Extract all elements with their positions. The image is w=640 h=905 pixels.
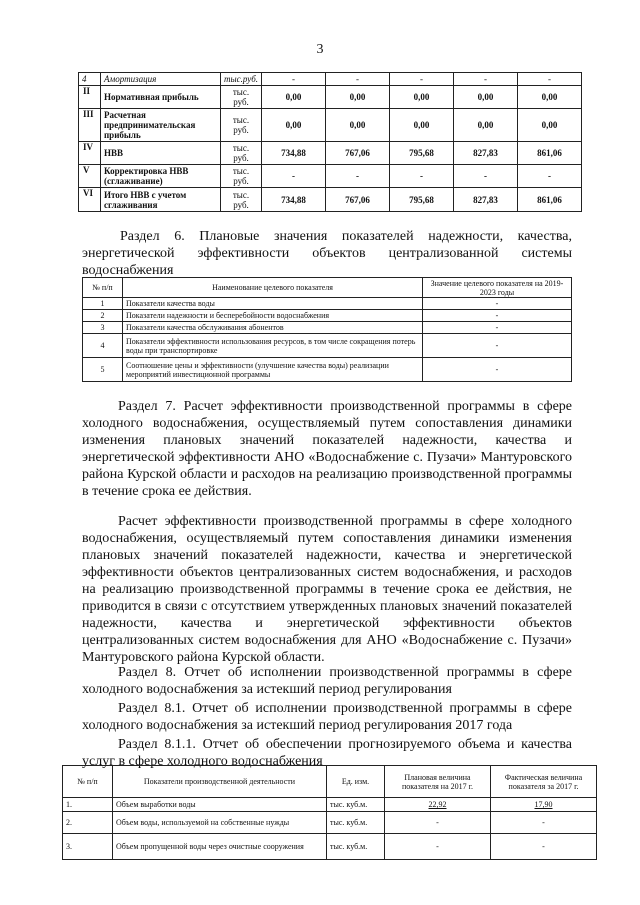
cell-value: - bbox=[326, 73, 390, 86]
cell-value: 0,00 bbox=[326, 86, 390, 109]
row-number: 1 bbox=[83, 298, 123, 310]
table-row bbox=[63, 798, 597, 812]
row-number: 1. bbox=[63, 798, 113, 812]
row-name: Показатели качества воды bbox=[123, 298, 423, 310]
row-value: - bbox=[423, 358, 572, 382]
cell-value: 734,88 bbox=[262, 188, 326, 212]
cell-value: - bbox=[518, 73, 582, 86]
cell-value: - bbox=[326, 165, 390, 188]
cell-value: 0,00 bbox=[518, 86, 582, 109]
col-header: Наименование целевого показателя bbox=[123, 278, 423, 298]
cell-value: 795,68 bbox=[390, 142, 454, 165]
row-number: V bbox=[79, 165, 101, 188]
row-number: II bbox=[79, 86, 101, 109]
row-value: - bbox=[423, 310, 572, 322]
section6-heading: Раздел 6. Плановые значения показателей надежности, качества, энергетической эффективности объектов централизованной системы водоснабжения bbox=[82, 229, 572, 278]
row-unit: тыс. руб. bbox=[221, 86, 262, 109]
section8-1-1-heading: Раздел 8.1.1. Отчет об обеспечении прогнозируемого объема и качества услуг в сфере холодного водоснабжения bbox=[82, 737, 572, 769]
cell-value: 861,06 bbox=[518, 142, 582, 165]
cell-value: 734,88 bbox=[262, 142, 326, 165]
row-unit: тыс. руб. bbox=[221, 109, 262, 142]
cell-value: 0,00 bbox=[390, 86, 454, 109]
col-header: Значение целевого показателя на 2019-2023 годы bbox=[423, 278, 572, 298]
table-row bbox=[63, 834, 597, 860]
page-number: 3 bbox=[316, 42, 324, 57]
table-row bbox=[83, 310, 572, 322]
row-unit: тыс. куб.м. bbox=[327, 834, 385, 860]
cell-value: 767,06 bbox=[326, 142, 390, 165]
row-name: Объем пропущенной воды через очистные сооружения bbox=[113, 834, 327, 860]
table-header-row bbox=[83, 278, 572, 298]
row-unit: тыс. руб. bbox=[221, 142, 262, 165]
plan-value: - bbox=[385, 812, 491, 834]
row-unit: тыс.руб. bbox=[221, 73, 262, 86]
nvv-table bbox=[78, 72, 582, 212]
row-name: Показатели эффективности использования ресурсов, в том числе сокращения потерь воды при транспортировке bbox=[123, 334, 423, 358]
plan-value: 22,92 bbox=[428, 800, 447, 809]
row-name: Амортизация bbox=[101, 73, 221, 86]
table-row bbox=[79, 165, 582, 188]
col-header: Фактическая величина показателя за 2017 г. bbox=[491, 766, 597, 798]
cell-value: - bbox=[390, 165, 454, 188]
row-number: 4 bbox=[79, 73, 101, 86]
section7-heading: Раздел 7. Расчет эффективности производственной программы в сфере холодного водоснабжения, осуществляемый путем сопоставления динамики изменения плановых значений показателей надежности, качества и энергетической эффективности АНО «Водоснабжение с. Пузачи» Мантуровского района Курской области и расходов на реализацию производственной программы в течение срока ее действия. bbox=[82, 399, 572, 499]
cell-value: - bbox=[390, 73, 454, 86]
row-value: - bbox=[423, 298, 572, 310]
plan-cell bbox=[385, 798, 491, 812]
plan-value: - bbox=[385, 834, 491, 860]
table-row bbox=[79, 73, 582, 86]
fact-value: - bbox=[491, 812, 597, 834]
row-number: III bbox=[79, 109, 101, 142]
row-unit: тыс. руб. bbox=[221, 188, 262, 212]
fact-value: 17,90 bbox=[534, 800, 553, 809]
cell-value: - bbox=[262, 165, 326, 188]
row-name: Объем воды, используемой на собственные нужды bbox=[113, 812, 327, 834]
targets-table bbox=[82, 277, 572, 382]
cell-value: 0,00 bbox=[262, 109, 326, 142]
cell-value: - bbox=[262, 73, 326, 86]
col-header: № п/п bbox=[63, 766, 113, 798]
production-report-table bbox=[62, 765, 597, 860]
col-header: Плановая величина показателя на 2017 г. bbox=[385, 766, 491, 798]
cell-value: 827,83 bbox=[454, 188, 518, 212]
row-name: Соотношение цены и эффективности (улучшение качества воды) реализации мероприятий инвестиционной программы bbox=[123, 358, 423, 382]
cell-value: 861,06 bbox=[518, 188, 582, 212]
row-number: 2. bbox=[63, 812, 113, 834]
section8-heading: Раздел 8. Отчет об исполнении производственной программы в сфере холодного водоснабжения за истекший период регулирования bbox=[82, 665, 572, 697]
row-name: Показатели качества обслуживания абонентов bbox=[123, 322, 423, 334]
cell-value: 0,00 bbox=[326, 109, 390, 142]
col-header: Показатели производственной деятельности bbox=[113, 766, 327, 798]
cell-value: 827,83 bbox=[454, 142, 518, 165]
section8-1-heading: Раздел 8.1. Отчет об исполнении производственной программы в сфере холодного водоснабжения за истекший период регулирования 2017 года bbox=[82, 701, 572, 733]
table-row bbox=[83, 298, 572, 310]
row-name: Нормативная прибыль bbox=[101, 86, 221, 109]
cell-value: 0,00 bbox=[390, 109, 454, 142]
table-row bbox=[79, 109, 582, 142]
table-row bbox=[63, 812, 597, 834]
row-number: 3. bbox=[63, 834, 113, 860]
row-number: 4 bbox=[83, 334, 123, 358]
table-row bbox=[83, 322, 572, 334]
row-value: - bbox=[423, 334, 572, 358]
fact-cell bbox=[491, 798, 597, 812]
row-name: НВВ bbox=[101, 142, 221, 165]
section7-body: Расчет эффективности производственной программы в сфере холодного водоснабжения, осуществляемый путем сопоставления динамики изменения плановых значений показателей надежности, качества и энергетической эффективности объектов централизованных систем водоснабжения, и расходов на реализацию производственной программы в течение срока ее действия, не приводится в связи с отсутствием утвержденных плановых значений показателей надежности, качества и энергетической эффективности объектов централизованных систем водоснабжения для АНО «Водоснабжение с. Пузачи» Мантуровского района Курской области. bbox=[82, 514, 572, 665]
cell-value: 767,06 bbox=[326, 188, 390, 212]
table-row bbox=[79, 86, 582, 109]
row-unit: тыс. куб.м. bbox=[327, 798, 385, 812]
cell-value: 0,00 bbox=[454, 109, 518, 142]
table-row bbox=[83, 334, 572, 358]
row-unit: тыс. руб. bbox=[221, 165, 262, 188]
cell-value: 0,00 bbox=[518, 109, 582, 142]
row-number: 2 bbox=[83, 310, 123, 322]
table-header-row bbox=[63, 766, 597, 798]
table-row bbox=[79, 142, 582, 165]
cell-value: 795,68 bbox=[390, 188, 454, 212]
row-number: IV bbox=[79, 142, 101, 165]
row-name: Итого НВВ с учетом сглаживания bbox=[101, 188, 221, 212]
table-row bbox=[79, 188, 582, 212]
fact-value: - bbox=[491, 834, 597, 860]
cell-value: - bbox=[454, 165, 518, 188]
col-header: № п/п bbox=[83, 278, 123, 298]
row-unit: тыс. куб.м. bbox=[327, 812, 385, 834]
row-name: Объем выработки воды bbox=[113, 798, 327, 812]
cell-value: - bbox=[518, 165, 582, 188]
row-name: Расчетная предпринимательская прибыль bbox=[101, 109, 221, 142]
cell-value: 0,00 bbox=[454, 86, 518, 109]
row-number: 5 bbox=[83, 358, 123, 382]
row-name: Показатели надежности и бесперебойности водоснабжения bbox=[123, 310, 423, 322]
row-value: - bbox=[423, 322, 572, 334]
table-row bbox=[83, 358, 572, 382]
row-number: 3 bbox=[83, 322, 123, 334]
row-name: Корректировка НВВ (сглаживание) bbox=[101, 165, 221, 188]
cell-value: 0,00 bbox=[262, 86, 326, 109]
col-header: Ед. изм. bbox=[327, 766, 385, 798]
cell-value: - bbox=[454, 73, 518, 86]
row-number: VI bbox=[79, 188, 101, 212]
